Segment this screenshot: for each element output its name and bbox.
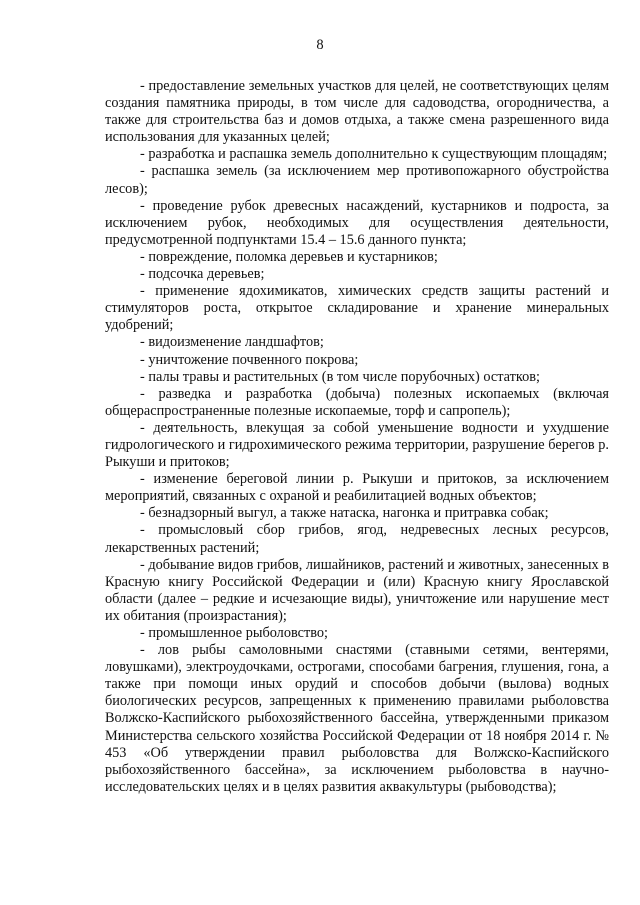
list-item-paragraph: - повреждение, поломка деревьев и кустарников; bbox=[140, 248, 438, 265]
list-item-paragraph: - распашка земель (за исключением мер противопожарного обустройства лесов); bbox=[105, 163, 609, 197]
list-item-paragraph: - предоставление земельных участков для целей, не соответствующих целям создания памятника природы, в том числе для садоводства, огородничества, а также для строительства баз и домов отдыха, а также смена разрешенного вида использования для указанных целей; bbox=[105, 78, 609, 146]
list-item-paragraph: - лов рыбы самоловными снастями (ставными сетями, вентерями, ловушками), электроудочками, острогами, способами багрения, глушения, гона, а также при помощи иных орудий и способов добычи (вылова) водных биологических ресурсов, запрещенных к применению правилами рыболовства Волжско-Каспийского рыбохозяйственного бассейна, утвержденными приказом Министерства сельского хозяйства Российской Федерации от 18 ноября 2014 г. № 453 «Об утверждении правил рыболовства для Волжско-Каспийского рыбохозяйственного бассейна», за исключением рыболовства в научно-исследовательских целях и в целях развития аквакультуры (рыбоводства); bbox=[105, 642, 609, 795]
page-number: 8 bbox=[316, 37, 324, 53]
list-item-paragraph: - изменение береговой линии р. Рыкуши и притоков, за исключением мероприятий, связанных с охраной и реабилитацией водных объектов; bbox=[105, 471, 609, 505]
list-item-paragraph: - палы травы и растительных (в том числе порубочных) остатков; bbox=[140, 368, 540, 385]
list-item-paragraph: - разведка и разработка (добыча) полезных ископаемых (включая общераспространенные полезные ископаемые, торф и сапропель); bbox=[105, 385, 609, 419]
list-item-paragraph: - уничтожение почвенного покрова; bbox=[140, 351, 359, 368]
list-item-paragraph: - подсочка деревьев; bbox=[140, 266, 265, 283]
list-item-paragraph: - применение ядохимикатов, химических средств защиты растений и стимуляторов роста, открытое складирование и хранение минеральных удобрений; bbox=[105, 283, 609, 334]
list-item-paragraph: - промысловый сбор грибов, ягод, недревесных лесных ресурсов, лекарственных растений; bbox=[105, 522, 609, 556]
list-item-paragraph: - разработка и распашка земель дополнительно к существующим площадям; bbox=[140, 146, 608, 163]
list-item-paragraph: - проведение рубок древесных насаждений, кустарников и подроста, за исключением рубок, необходимых для осуществления деятельности, предусмотренной подпунктами 15.4 – 15.6 данного пункта; bbox=[105, 197, 609, 248]
list-item-paragraph: - добывание видов грибов, лишайников, растений и животных, занесенных в Красную книгу Российской Федерации и (или) Красную книгу Ярославской области (далее – редкие и исчезающие виды), уничтожение или нарушение мест их обитания (произрастания); bbox=[105, 556, 609, 624]
list-item-paragraph: - видоизменение ландшафтов; bbox=[140, 334, 324, 351]
body-text bbox=[105, 78, 609, 796]
list-item-paragraph: - деятельность, влекущая за собой уменьшение водности и ухудшение гидрологического и гидрохимического режима территории, разрушение берегов р. Рыкуши и притоков; bbox=[105, 419, 609, 471]
list-item-paragraph: - промышленное рыболовство; bbox=[140, 625, 329, 641]
list-item-paragraph: - безнадзорный выгул, а также натаска, нагонка и притравка собак; bbox=[140, 505, 549, 522]
